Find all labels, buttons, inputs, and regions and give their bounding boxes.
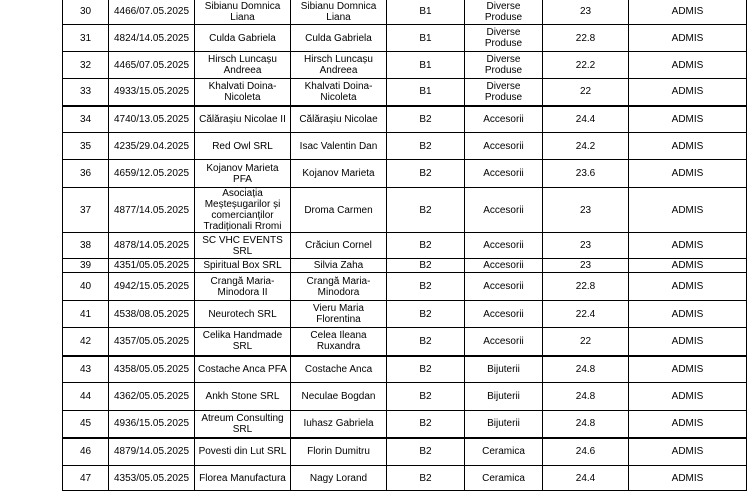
table-row <box>63 301 747 328</box>
representative-name-cell: Neculae Bogdan <box>291 383 387 411</box>
category-cell: B2 <box>387 466 465 491</box>
category-cell: B2 <box>387 301 465 328</box>
registration-number-cell: 4235/29.04.2025 <box>109 133 195 160</box>
row-number-cell: 32 <box>63 52 109 79</box>
representative-name-cell: Iuhasz Gabriela <box>291 411 387 438</box>
score-cell: 24.8 <box>543 383 629 411</box>
registration-number-cell: 4351/05.05.2025 <box>109 259 195 273</box>
status-cell: ADMIS <box>629 328 747 356</box>
table-row <box>63 259 747 273</box>
applicant-name-cell: Kojanov Marieta PFA <box>195 160 291 188</box>
product-type-cell: Ceramica <box>465 438 543 466</box>
applicant-name-cell: Neurotech SRL <box>195 301 291 328</box>
score-cell: 22.2 <box>543 52 629 79</box>
applicant-name-cell: Costache Anca PFA <box>195 356 291 383</box>
representative-name-cell: Culda Gabriela <box>291 25 387 52</box>
applicant-name-cell: Călărașiu Nicolae II <box>195 106 291 133</box>
category-cell: B2 <box>387 411 465 438</box>
applicant-name-cell: Crangă Maria-Minodora II <box>195 273 291 301</box>
score-cell: 23 <box>543 0 629 25</box>
representative-name-cell: Kojanov Marieta <box>291 160 387 188</box>
registration-number-cell: 4878/14.05.2025 <box>109 233 195 259</box>
representative-name-cell: Celea Ileana Ruxandra <box>291 328 387 356</box>
table-row <box>63 106 747 133</box>
applicant-name-cell: Asociația Meșteșugarilor și comercianților Tradiționali Rromi <box>195 188 291 233</box>
table-row <box>63 438 747 466</box>
representative-name-cell: Khalvati Doina-Nicoleta <box>291 79 387 106</box>
category-cell: B2 <box>387 438 465 466</box>
status-cell: ADMIS <box>629 383 747 411</box>
product-type-cell: Diverse Produse <box>465 79 543 106</box>
score-cell: 24.8 <box>543 356 629 383</box>
row-number-cell: 35 <box>63 133 109 160</box>
category-cell: B2 <box>387 356 465 383</box>
category-cell: B2 <box>387 106 465 133</box>
category-cell: B2 <box>387 188 465 233</box>
table-row <box>63 356 747 383</box>
status-cell: ADMIS <box>629 106 747 133</box>
representative-name-cell: Florin Dumitru <box>291 438 387 466</box>
row-number-cell: 43 <box>63 356 109 383</box>
representative-name-cell: Hirsch Luncașu Andreea <box>291 52 387 79</box>
representative-name-cell: Crangă Maria-Minodora <box>291 273 387 301</box>
table-body <box>63 0 747 491</box>
status-cell: ADMIS <box>629 259 747 273</box>
row-number-cell: 34 <box>63 106 109 133</box>
row-number-cell: 41 <box>63 301 109 328</box>
representative-name-cell: Silvia Zaha <box>291 259 387 273</box>
table-row <box>63 188 747 233</box>
applicant-name-cell: Khalvati Doina-Nicoleta <box>195 79 291 106</box>
status-cell: ADMIS <box>629 79 747 106</box>
applicant-name-cell: Celika Handmade SRL <box>195 328 291 356</box>
registration-number-cell: 4659/12.05.2025 <box>109 160 195 188</box>
product-type-cell: Accesorii <box>465 106 543 133</box>
status-cell: ADMIS <box>629 0 747 25</box>
product-type-cell: Accesorii <box>465 188 543 233</box>
status-cell: ADMIS <box>629 25 747 52</box>
category-cell: B2 <box>387 259 465 273</box>
score-cell: 24.6 <box>543 438 629 466</box>
product-type-cell: Accesorii <box>465 273 543 301</box>
applicant-name-cell: Povesti din Lut SRL <box>195 438 291 466</box>
product-type-cell: Accesorii <box>465 301 543 328</box>
table-row <box>63 160 747 188</box>
status-cell: ADMIS <box>629 133 747 160</box>
category-cell: B2 <box>387 383 465 411</box>
status-cell: ADMIS <box>629 52 747 79</box>
product-type-cell: Diverse Produse <box>465 25 543 52</box>
table-row <box>63 79 747 106</box>
table-row <box>63 411 747 438</box>
product-type-cell: Diverse Produse <box>465 52 543 79</box>
score-cell: 23.6 <box>543 160 629 188</box>
score-cell: 22 <box>543 79 629 106</box>
table-row <box>63 25 747 52</box>
category-cell: B2 <box>387 328 465 356</box>
applicant-name-cell: Hirsch Luncașu Andreea <box>195 52 291 79</box>
representative-name-cell: Droma Carmen <box>291 188 387 233</box>
score-cell: 24.8 <box>543 411 629 438</box>
row-number-cell: 39 <box>63 259 109 273</box>
representative-name-cell: Vieru Maria Florentina <box>291 301 387 328</box>
representative-name-cell: Sibianu Domnica Liana <box>291 0 387 25</box>
applicant-name-cell: Florea Manufactura <box>195 466 291 491</box>
row-number-cell: 42 <box>63 328 109 356</box>
admission-results-table <box>62 0 747 491</box>
status-cell: ADMIS <box>629 301 747 328</box>
product-type-cell: Bijuterii <box>465 356 543 383</box>
row-number-cell: 31 <box>63 25 109 52</box>
status-cell: ADMIS <box>629 233 747 259</box>
applicant-name-cell: Spiritual Box SRL <box>195 259 291 273</box>
category-cell: B1 <box>387 0 465 25</box>
product-type-cell: Accesorii <box>465 133 543 160</box>
registration-number-cell: 4824/14.05.2025 <box>109 25 195 52</box>
applicant-name-cell: Sibianu Domnica Liana <box>195 0 291 25</box>
representative-name-cell: Călărașiu Nicolae <box>291 106 387 133</box>
row-number-cell: 47 <box>63 466 109 491</box>
product-type-cell: Accesorii <box>465 233 543 259</box>
product-type-cell: Accesorii <box>465 328 543 356</box>
table-row <box>63 328 747 356</box>
table-row <box>63 273 747 301</box>
applicant-name-cell: Red Owl SRL <box>195 133 291 160</box>
category-cell: B2 <box>387 273 465 301</box>
score-cell: 22 <box>543 328 629 356</box>
registration-number-cell: 4942/15.05.2025 <box>109 273 195 301</box>
category-cell: B1 <box>387 79 465 106</box>
table-row <box>63 52 747 79</box>
score-cell: 24.4 <box>543 466 629 491</box>
registration-number-cell: 4358/05.05.2025 <box>109 356 195 383</box>
table-row <box>63 233 747 259</box>
applicant-name-cell: Ankh Stone SRL <box>195 383 291 411</box>
score-cell: 23 <box>543 259 629 273</box>
registration-number-cell: 4353/05.05.2025 <box>109 466 195 491</box>
row-number-cell: 40 <box>63 273 109 301</box>
row-number-cell: 30 <box>63 0 109 25</box>
registration-number-cell: 4466/07.05.2025 <box>109 0 195 25</box>
score-cell: 24.2 <box>543 133 629 160</box>
product-type-cell: Bijuterii <box>465 383 543 411</box>
product-type-cell: Accesorii <box>465 259 543 273</box>
table-row <box>63 383 747 411</box>
score-cell: 22.4 <box>543 301 629 328</box>
score-cell: 23 <box>543 233 629 259</box>
status-cell: ADMIS <box>629 466 747 491</box>
status-cell: ADMIS <box>629 438 747 466</box>
registration-number-cell: 4357/05.05.2025 <box>109 328 195 356</box>
registration-number-cell: 4877/14.05.2025 <box>109 188 195 233</box>
representative-name-cell: Crăciun Cornel <box>291 233 387 259</box>
product-type-cell: Ceramica <box>465 466 543 491</box>
applicant-name-cell: Atreum Consulting SRL <box>195 411 291 438</box>
registration-number-cell: 4936/15.05.2025 <box>109 411 195 438</box>
table-row <box>63 133 747 160</box>
registration-number-cell: 4879/14.05.2025 <box>109 438 195 466</box>
representative-name-cell: Isac Valentin Dan <box>291 133 387 160</box>
representative-name-cell: Nagy Lorand <box>291 466 387 491</box>
registration-number-cell: 4465/07.05.2025 <box>109 52 195 79</box>
table-row <box>63 466 747 491</box>
score-cell: 24.4 <box>543 106 629 133</box>
row-number-cell: 33 <box>63 79 109 106</box>
status-cell: ADMIS <box>629 160 747 188</box>
category-cell: B1 <box>387 25 465 52</box>
product-type-cell: Bijuterii <box>465 411 543 438</box>
row-number-cell: 37 <box>63 188 109 233</box>
score-cell: 22.8 <box>543 273 629 301</box>
category-cell: B2 <box>387 160 465 188</box>
registration-number-cell: 4933/15.05.2025 <box>109 79 195 106</box>
registration-number-cell: 4740/13.05.2025 <box>109 106 195 133</box>
row-number-cell: 44 <box>63 383 109 411</box>
applicant-name-cell: Culda Gabriela <box>195 25 291 52</box>
status-cell: ADMIS <box>629 411 747 438</box>
category-cell: B2 <box>387 233 465 259</box>
registration-number-cell: 4362/05.05.2025 <box>109 383 195 411</box>
status-cell: ADMIS <box>629 356 747 383</box>
product-type-cell: Diverse Produse <box>465 0 543 25</box>
score-cell: 22.8 <box>543 25 629 52</box>
score-cell: 23 <box>543 188 629 233</box>
applicant-name-cell: SC VHC EVENTS SRL <box>195 233 291 259</box>
row-number-cell: 45 <box>63 411 109 438</box>
row-number-cell: 36 <box>63 160 109 188</box>
row-number-cell: 46 <box>63 438 109 466</box>
table-row <box>63 0 747 25</box>
status-cell: ADMIS <box>629 188 747 233</box>
product-type-cell: Accesorii <box>465 160 543 188</box>
row-number-cell: 38 <box>63 233 109 259</box>
status-cell: ADMIS <box>629 273 747 301</box>
category-cell: B2 <box>387 133 465 160</box>
representative-name-cell: Costache Anca <box>291 356 387 383</box>
category-cell: B1 <box>387 52 465 79</box>
registration-number-cell: 4538/08.05.2025 <box>109 301 195 328</box>
